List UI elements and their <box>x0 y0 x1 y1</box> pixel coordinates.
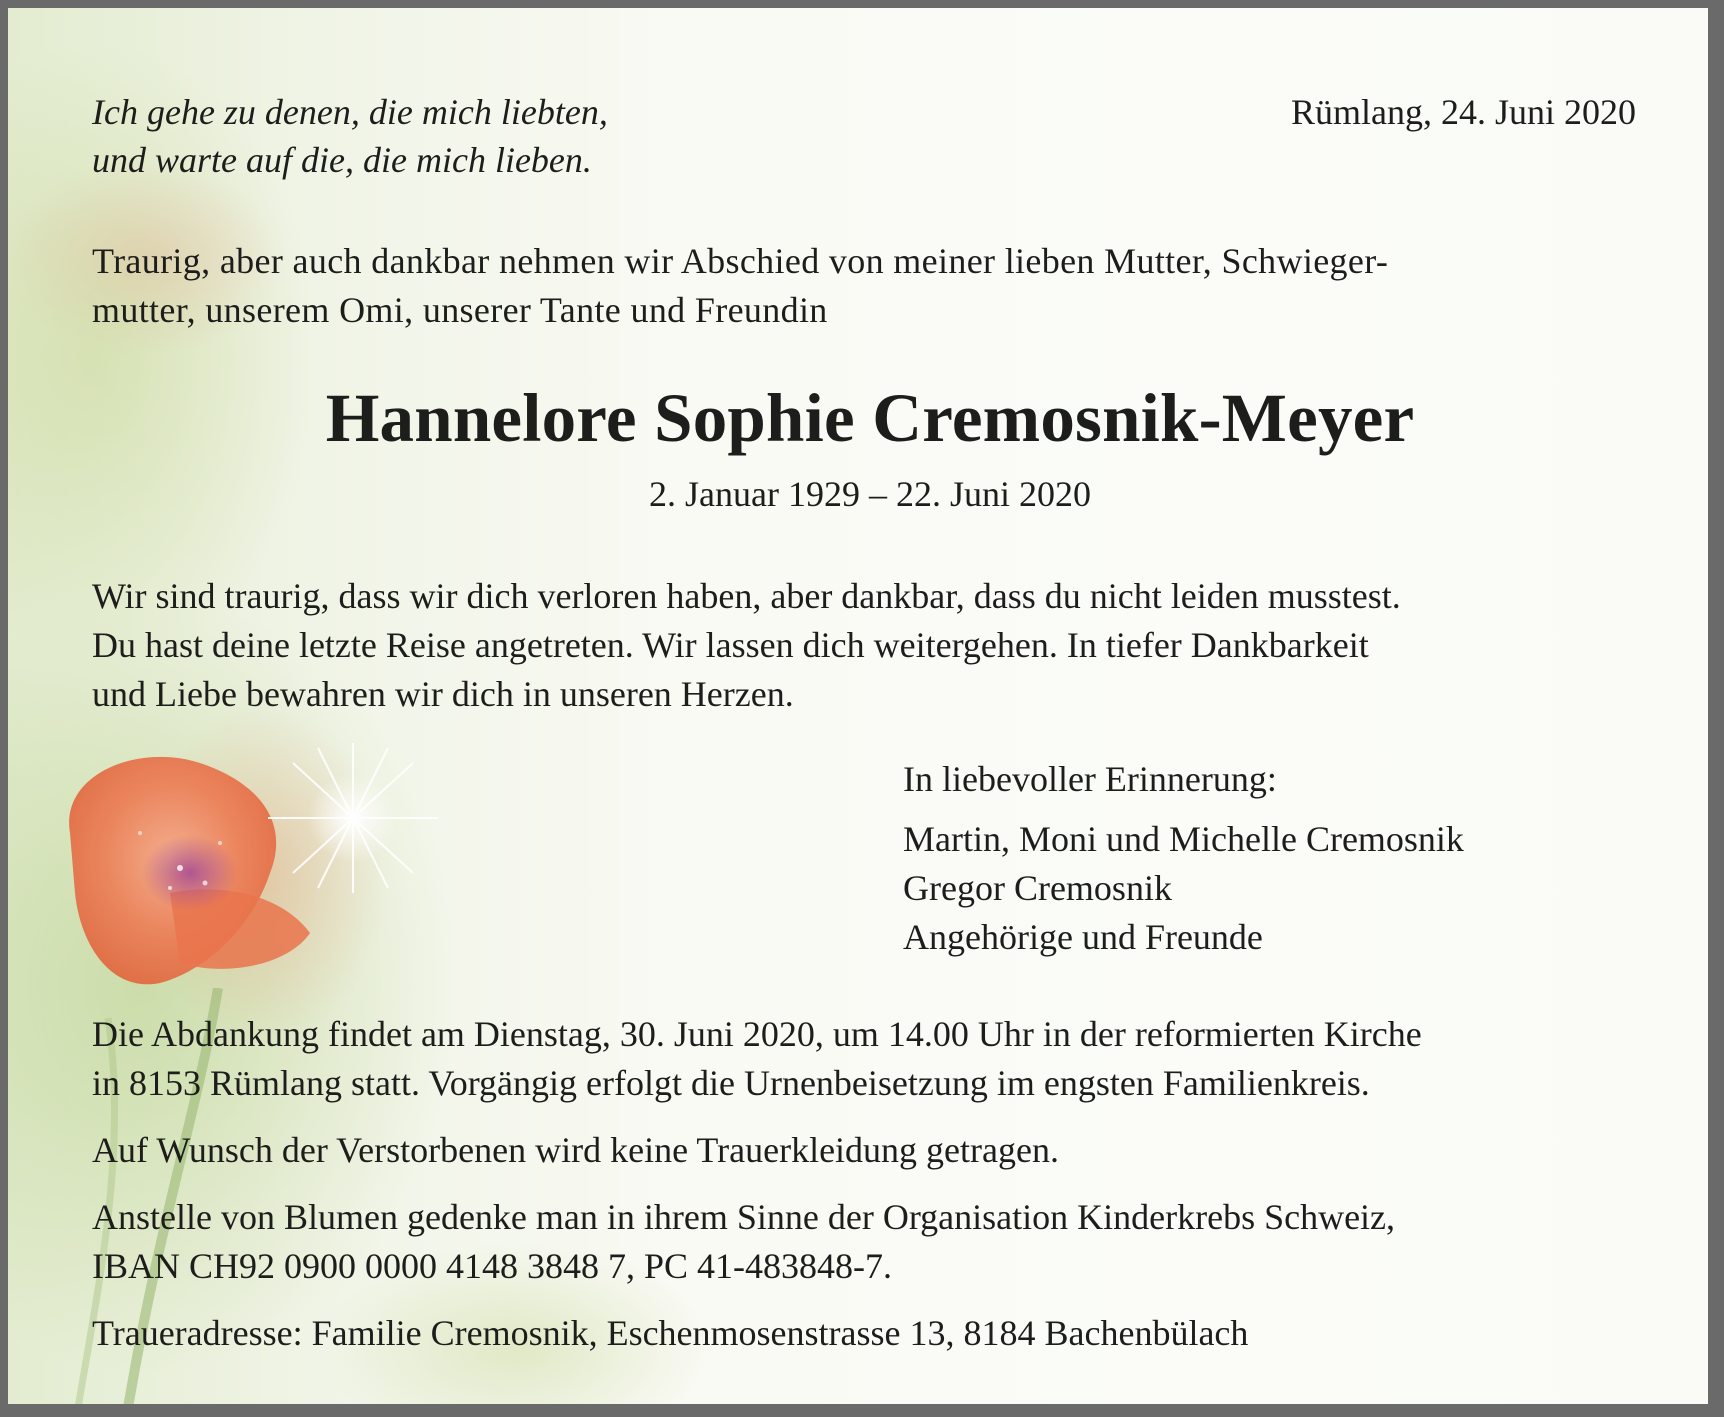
light-sparkle-icon <box>258 738 448 898</box>
intro-line-2: mutter, unserem Omi, unserer Tante und Freundin <box>92 290 828 330</box>
mourners-title: In liebevoller Erinnerung: <box>903 759 1277 799</box>
deceased-name: Hannelore Sophie Cremosnik-Meyer <box>325 380 1415 456</box>
message-line-3: und Liebe bewahren wir dich in unseren Herzen. <box>92 674 794 714</box>
motto-line-2: und warte auf die, die mich lieben. <box>92 140 592 180</box>
mourners-list <box>903 815 1464 962</box>
intro-line-1: Traurig, aber auch dankbar nehmen wir Abschied von meiner lieben Mutter, Schwieger- <box>92 241 1389 281</box>
service-information <box>92 1010 1422 1376</box>
service-details <box>92 1010 1422 1108</box>
obituary-card <box>8 8 1708 1404</box>
clothing-note: Auf Wunsch der Verstorbenen wird keine Trauerkleidung getragen. <box>92 1130 1059 1170</box>
message-line-2: Du hast deine letzte Reise angetreten. Wir lassen dich weitergehen. In tiefer Dankbarkeit <box>92 625 1369 665</box>
mourner-name: Gregor Cremosnik <box>903 868 1172 908</box>
motto-verse <box>92 88 608 184</box>
mourner-name: Angehörige und Freunde <box>903 917 1263 957</box>
place-and-date: Rümlang, 24. Juni 2020 <box>1290 92 1636 132</box>
donation-details <box>92 1193 1422 1291</box>
mourner-name: Martin, Moni und Michelle Cremosnik <box>903 819 1464 859</box>
message-text <box>92 572 1401 719</box>
service-line-2: in 8153 Rümlang statt. Vorgängig erfolgt die Urnenbeisetzung im engsten Familienkreis. <box>92 1063 1370 1103</box>
message-line-1: Wir sind traurig, dass wir dich verloren haben, aber dankbar, dass du nicht leiden musstest. <box>92 576 1401 616</box>
motto-line-1: Ich gehe zu denen, die mich liebten, <box>92 92 608 132</box>
life-dates: 2. Januar 1929 – 22. Juni 2020 <box>649 474 1091 514</box>
mourners-block <box>903 755 1464 962</box>
intro-text <box>92 237 1642 335</box>
donation-line-1: Anstelle von Blumen gedenke man in ihrem Sinne der Organisation Kinderkrebs Schweiz, <box>92 1197 1396 1237</box>
service-line-1: Die Abdankung findet am Dienstag, 30. Juni 2020, um 14.00 Uhr in der reformierten Kirche <box>92 1014 1422 1054</box>
donation-line-2: IBAN CH92 0900 0000 4148 3848 7, PC 41-483848-7. <box>92 1246 893 1286</box>
mourning-address: Traueradresse: Familie Cremosnik, Eschenmosenstrasse 13, 8184 Bachenbülach <box>92 1313 1249 1353</box>
